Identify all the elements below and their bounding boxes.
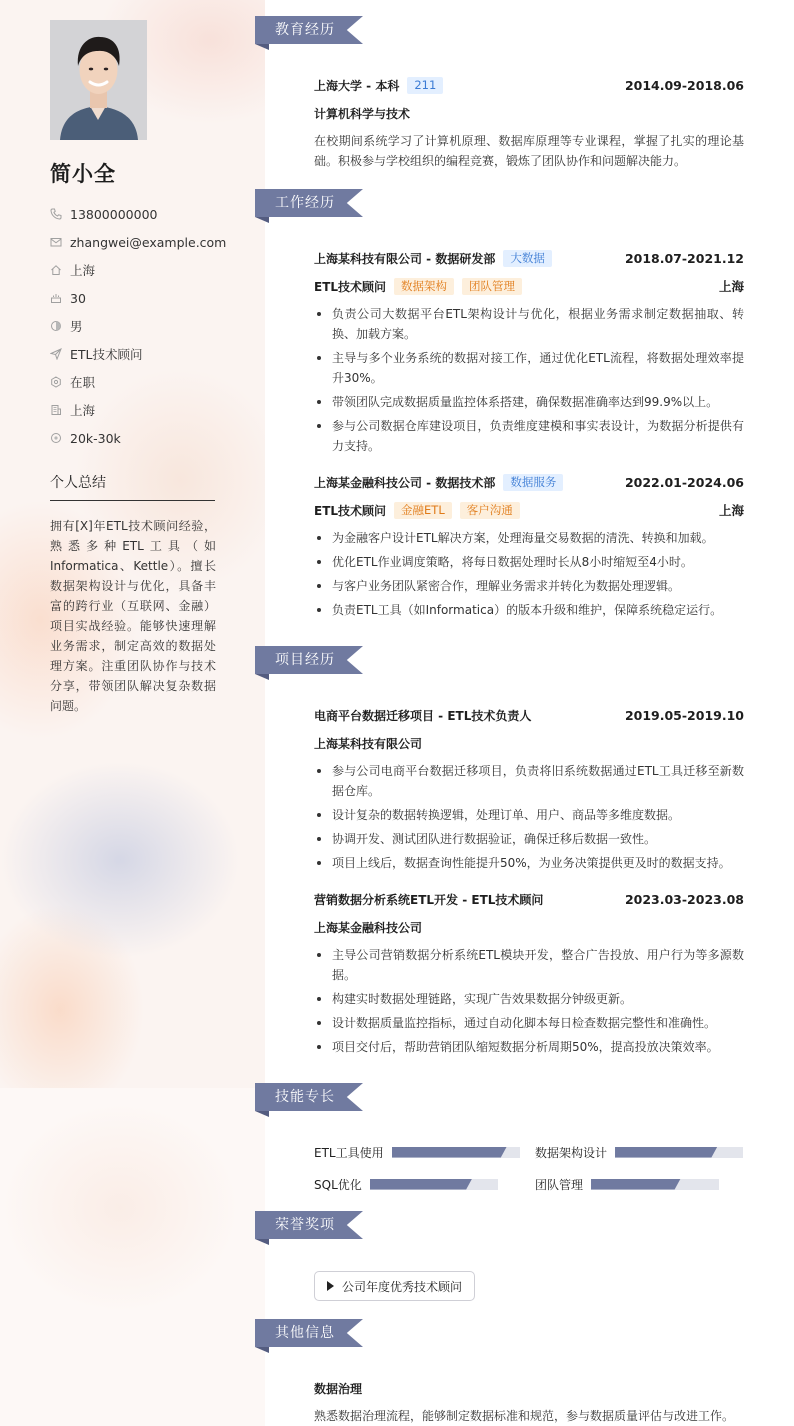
section-title: 项目经历 <box>275 652 335 668</box>
age-text: 30 <box>70 290 86 306</box>
project-company: 上海某科技有限公司 <box>314 736 423 751</box>
section-projects <box>255 646 363 674</box>
project-bullets <box>314 761 744 877</box>
school-badge: 211 <box>407 77 443 94</box>
list-item: 负责ETL工具（如Informatica）的版本升级和维护，保障系统稳定运行。 <box>314 600 744 620</box>
project-header <box>314 705 744 725</box>
section-skills <box>255 1083 363 1111</box>
position-text: ETL技术顾问 <box>70 347 143 362</box>
salary-text: 20k-30k <box>70 430 121 446</box>
education-period: 2014.09-2018.06 <box>624 77 744 93</box>
project-company: 上海某金融科技公司 <box>314 920 423 935</box>
education-description: 在校期间系统学习了计算机原理、数据库原理等专业课程，掌握了扎实的理论基础。积极参与学校组织的编程竞赛，锻炼了团队协作和问题解决能力。 <box>314 134 744 168</box>
city-text: 上海 <box>70 403 96 418</box>
skill-bar-track <box>615 1147 743 1158</box>
section-title: 工作经历 <box>275 195 335 211</box>
project-company-row <box>314 917 744 937</box>
section-other <box>255 1319 363 1347</box>
list-item: 项目上线后，数据查询性能提升50%，为业务决策提供更及时的数据支持。 <box>314 853 744 873</box>
project-title: 营销数据分析系统ETL开发 - ETL技术顾问 <box>314 892 544 907</box>
list-item: 参与公司数据仓库建设项目，负责维度建模和事实表设计，为数据分析提供有力支持。 <box>314 416 744 456</box>
list-item: 设计数据质量监控指标，通过自动化脚本每日检查数据完整性和准确性。 <box>314 1013 744 1033</box>
work-tag: 团队管理 <box>462 278 522 295</box>
skill-bar-fill <box>615 1147 717 1158</box>
work-period: 2018.07-2021.12 <box>624 250 744 266</box>
work-role-row <box>314 276 744 296</box>
skill-bar-fill <box>370 1179 472 1190</box>
skill-item <box>314 1145 520 1159</box>
project-title: 电商平台数据迁移项目 - ETL技术负责人 <box>314 708 532 723</box>
work-badge: 数据服务 <box>503 474 563 491</box>
skill-item <box>535 1145 743 1159</box>
major: 计算机科学与技术 <box>314 106 411 121</box>
section-title: 教育经历 <box>275 22 335 38</box>
list-item: 设计复杂的数据转换逻辑，处理订单、用户、商品等多维度数据。 <box>314 805 744 825</box>
work-bullets <box>314 528 744 624</box>
status-icon <box>50 376 62 388</box>
work-role: ETL技术顾问 <box>314 279 387 294</box>
email-text: zhangwei@example.com <box>70 234 227 250</box>
section-title: 其他信息 <box>275 1325 335 1341</box>
other-title: 数据治理 <box>314 1381 363 1396</box>
info-status <box>50 368 226 396</box>
project-bullets <box>314 945 744 1061</box>
project-header <box>314 889 744 909</box>
list-item: 负责公司大数据平台ETL架构设计与优化，根据业务需求制定数据抽取、转换、加载方案。 <box>314 304 744 344</box>
list-item: 优化ETL作业调度策略，将每日数据处理时长从8小时缩短至4小时。 <box>314 552 744 572</box>
work-tag: 金融ETL <box>394 502 452 519</box>
summary-title: 个人总结 <box>50 472 215 501</box>
work-tag: 数据架构 <box>394 278 454 295</box>
other-header <box>314 1378 744 1398</box>
work-company: 上海某科技有限公司 - 数据研发部 <box>314 251 496 266</box>
info-gender <box>50 312 226 340</box>
cake-icon <box>50 292 62 304</box>
list-item: 协调开发、测试团队进行数据验证，确保迁移后数据一致性。 <box>314 829 744 849</box>
send-icon <box>50 348 62 360</box>
work-period: 2022.01-2024.06 <box>624 474 744 490</box>
skill-name: 数据架构设计 <box>535 1145 608 1160</box>
status-text: 在职 <box>70 375 96 390</box>
candidate-name: 简小全 <box>50 162 116 186</box>
skill-name: SQL优化 <box>314 1177 362 1192</box>
contact-info-list <box>50 200 226 452</box>
work-tag: 客户沟通 <box>460 502 520 519</box>
award-chip <box>314 1271 475 1301</box>
section-awards <box>255 1211 363 1239</box>
work-role: ETL技术顾问 <box>314 503 387 518</box>
section-work <box>255 189 363 217</box>
list-item: 与客户业务团队紧密合作，理解业务需求并转化为数据处理逻辑。 <box>314 576 744 596</box>
work-city: 上海 <box>718 279 744 294</box>
education-header <box>314 75 744 95</box>
project-company-row <box>314 733 744 753</box>
list-item: 带领团队完成数据质量监控体系搭建，确保数据准确率达到99.9%以上。 <box>314 392 744 412</box>
list-item: 构建实时数据处理链路，实现广告效果数据分钟级更新。 <box>314 989 744 1009</box>
list-item: 主导公司营销数据分析系统ETL模块开发，整合广告投放、用户行为等多源数据。 <box>314 945 744 985</box>
building-icon <box>50 404 62 416</box>
project-period: 2023.03-2023.08 <box>624 891 744 907</box>
award-name: 公司年度优秀技术顾问 <box>342 1279 463 1294</box>
list-item: 参与公司电商平台数据迁移项目，负责将旧系统数据通过ETL工具迁移至新数据仓库。 <box>314 761 744 801</box>
money-icon <box>50 432 62 444</box>
phone-icon <box>50 208 62 220</box>
work-header <box>314 472 744 492</box>
work-bullets <box>314 304 744 460</box>
info-salary <box>50 424 226 452</box>
skill-bar-track <box>591 1179 719 1190</box>
home-icon <box>50 264 62 276</box>
skill-name: ETL工具使用 <box>314 1145 384 1160</box>
skill-item <box>535 1177 719 1191</box>
summary-text: 拥有[X]年ETL技术顾问经验，熟悉多种ETL工具（如Informatica、Kettle）。擅长数据架构设计与优化，具备丰富的跨行业（互联网、金融）项目实战经验。能够快速理解业务需求，制定高效的数据处理方案。注重团队协作与技术分享，带领团队解决复杂数据问题。 <box>50 519 216 713</box>
list-item: 项目交付后，帮助营销团队缩短数据分析周期50%，提高投放决策效率。 <box>314 1037 744 1057</box>
work-badge: 大数据 <box>503 250 552 267</box>
work-role-row <box>314 500 744 520</box>
education-major-row <box>314 103 744 123</box>
gender-text: 男 <box>70 319 83 334</box>
sidebar-lower-background <box>0 1088 265 1426</box>
skill-bar-fill <box>591 1179 681 1190</box>
section-title: 荣誉奖项 <box>275 1217 335 1233</box>
list-item: 主导与多个业务系统的数据对接工作，通过优化ETL流程，将数据处理效率提升30%。 <box>314 348 744 388</box>
info-city <box>50 396 226 424</box>
skill-bar-fill <box>392 1147 507 1158</box>
work-company: 上海某金融科技公司 - 数据技术部 <box>314 475 496 490</box>
work-city: 上海 <box>718 503 744 518</box>
info-position <box>50 340 226 368</box>
avatar <box>50 20 147 140</box>
location-text: 上海 <box>70 263 96 278</box>
work-header <box>314 248 744 268</box>
phone-text: 13800000000 <box>70 206 158 222</box>
info-age <box>50 284 226 312</box>
gender-icon <box>50 320 62 332</box>
info-email <box>50 228 226 256</box>
mail-icon <box>50 236 62 248</box>
skill-item <box>314 1177 498 1191</box>
skill-bar-track <box>370 1179 498 1190</box>
play-icon <box>327 1281 334 1291</box>
info-location <box>50 256 226 284</box>
skill-name: 团队管理 <box>535 1177 584 1192</box>
info-phone <box>50 200 226 228</box>
skill-bar-track <box>392 1147 520 1158</box>
school-name: 上海大学 - 本科 <box>314 78 400 93</box>
list-item: 为金融客户设计ETL解决方案，处理海量交易数据的清洗、转换和加载。 <box>314 528 744 548</box>
section-education <box>255 16 363 44</box>
section-title: 技能专长 <box>275 1089 335 1105</box>
other-text: 熟悉数据治理流程，能够制定数据标准和规范，参与数据质量评估与改进工作。 <box>314 1409 735 1423</box>
project-period: 2019.05-2019.10 <box>624 707 744 723</box>
